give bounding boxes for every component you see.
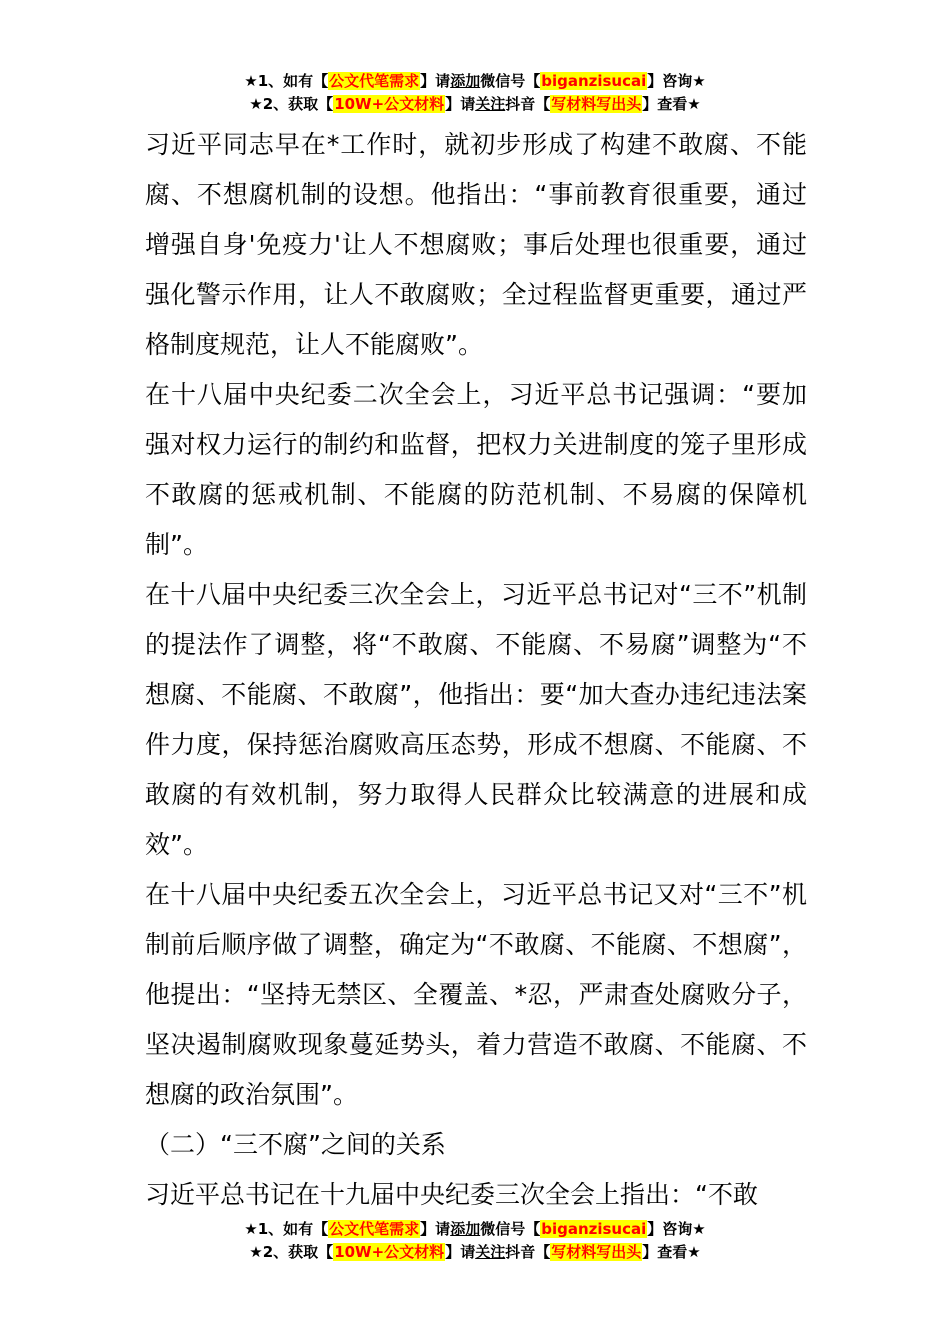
section-heading: （二）“三不腐”之间的关系 <box>145 1130 446 1159</box>
banner-highlight: 10W+公文材料 <box>334 95 445 113</box>
banner-line-1 <box>0 70 950 93</box>
paragraph: 在十八届中央纪委二次全会上，习近平总书记强调：“要加强对权力运行的制约和监督，把权力关进制度的笼子里形成不敢腐的惩戒机制、不能腐的防范机制、不易腐的保障机制”。 <box>145 380 807 559</box>
banner-line-2 <box>0 93 950 116</box>
paragraph: 在十八届中央纪委五次全会上，习近平总书记又对“三不”机制前后顺序做了调整，确定为“不敢腐、不能腐、不想腐”，他提出：“坚持无禁区、全覆盖、*忍，严肃查处腐败分子，坚决遏制腐败现象蔓延势头，着力营造不敢腐、不能腐、不想腐的政治氛围”。 <box>145 880 807 1109</box>
banner-highlight: 公文代笔需求 <box>329 72 420 90</box>
banner-highlight: biganzisucai <box>541 72 647 90</box>
banner-text: 】咨询★ <box>647 72 706 90</box>
banner-text: ★2、获取【 <box>249 1243 334 1261</box>
banner-text: 抖音【 <box>505 1243 551 1261</box>
banner-highlight: 写材料写出头 <box>551 1243 642 1261</box>
banner-underline: 添加 <box>450 72 481 90</box>
banner-highlight: 写材料写出头 <box>551 95 642 113</box>
banner-text: ★1、如有【 <box>244 1220 329 1238</box>
banner-underline: 关注 <box>475 95 506 113</box>
banner-text: ★1、如有【 <box>244 72 329 90</box>
banner-text: 】咨询★ <box>647 1220 706 1238</box>
banner-text: 】请 <box>445 95 476 113</box>
banner-text: 】请 <box>445 1243 476 1261</box>
banner-text: 】请 <box>420 72 451 90</box>
paragraph: 在十八届中央纪委三次全会上，习近平总书记对“三不”机制的提法作了调整，将“不敢腐、不能腐、不易腐”调整为“不想腐、不能腐、不敢腐”，他指出：要“加大查办违纪违法案件力度，保持惩治腐败高压态势，形成不想腐、不能腐、不敢腐的有效机制，努力取得人民群众比较满意的进展和成效”。 <box>145 580 807 859</box>
banner-underline: 关注 <box>475 1243 506 1261</box>
banner-line-2 <box>0 1241 950 1264</box>
banner-text: 微信号【 <box>480 72 541 90</box>
banner-highlight: 公文代笔需求 <box>329 1220 420 1238</box>
banner-text: ★2、获取【 <box>249 95 334 113</box>
paragraph: 习近平总书记在十九届中央纪委三次全会上指出：“不敢 <box>145 1180 758 1209</box>
banner-text: 】请 <box>420 1220 451 1238</box>
banner-underline: 添加 <box>450 1220 481 1238</box>
footer-banner <box>0 1218 950 1264</box>
banner-text: 】查看★ <box>642 95 701 113</box>
header-banner <box>0 70 950 116</box>
banner-text: 抖音【 <box>505 95 551 113</box>
paragraph: 习近平同志早在*工作时，就初步形成了构建不敢腐、不能腐、不想腐机制的设想。他指出：“事前教育很重要，通过增强自身'免疫力'让人不想腐败；事后处理也很重要，通过强化警示作用，让人不敢腐败；全过程监督更重要，通过严格制度规范，让人不能腐败”。 <box>145 130 807 359</box>
document-body <box>145 120 807 1220</box>
banner-highlight: 10W+公文材料 <box>334 1243 445 1261</box>
banner-text: 微信号【 <box>480 1220 541 1238</box>
banner-text: 】查看★ <box>642 1243 701 1261</box>
banner-highlight: biganzisucai <box>541 1220 647 1238</box>
banner-line-1 <box>0 1218 950 1241</box>
